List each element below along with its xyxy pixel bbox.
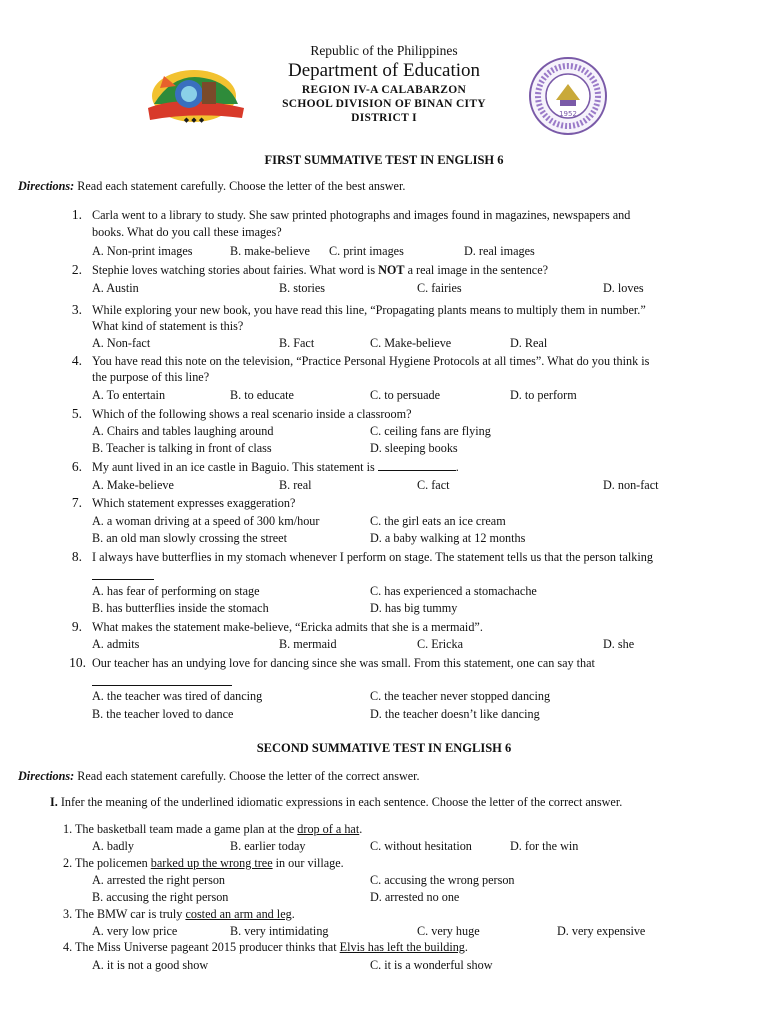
q9-number: 9. [71, 619, 82, 634]
q2-number: 2. [71, 262, 82, 277]
q4-text-line2: the purpose of this line? [92, 370, 210, 384]
t2-q1-idiom: drop of a hat [297, 822, 360, 836]
t2-q3-choice-d: D. very expensive [557, 924, 646, 938]
q2-text-bold: NOT [378, 263, 405, 277]
t2-q3-choice-b: B. very intimidating [230, 924, 329, 938]
test2-title: SECOND SUMMATIVE TEST IN ENGLISH 6 [256, 741, 512, 755]
q9-choice-c: C. Ericka [417, 637, 464, 651]
q2-text-post: a real image in the sentence? [404, 263, 549, 277]
q10-text: Our teacher has an undying love for dancing since she was small. From this statement, one can say that [92, 656, 595, 670]
q6-blank [378, 460, 456, 471]
q6-choice-c: C. fact [417, 478, 450, 492]
q4-choice-d: D. to perform [510, 388, 577, 402]
t2-q3-pre: 3. The BMW car is truly [63, 907, 186, 921]
header-district: DISTRICT I [351, 112, 417, 124]
header-department: Department of Education [287, 60, 481, 81]
q3-choice-a: A. Non-fact [92, 336, 151, 350]
q9-choice-d: D. she [603, 637, 635, 651]
q2-choice-c: C. fairies [417, 281, 462, 295]
t2-q1-choice-d: D. for the win [510, 839, 579, 853]
q8-choice-d: D. has big tummy [370, 601, 458, 615]
q9-choice-a: A. admits [92, 637, 140, 651]
q5-number: 5. [71, 406, 82, 421]
q9-text: What makes the statement make-believe, “Ericka admits that she is a mermaid”. [92, 620, 483, 634]
svg-text:◆ ◆ ◆: ◆ ◆ ◆ [183, 116, 205, 124]
q5-choice-d: D. sleeping books [370, 441, 458, 455]
t2-q1-post: . [359, 822, 363, 836]
q5-choice-b: B. Teacher is talking in front of class [92, 441, 272, 455]
q1-choice-d: D. real images [464, 244, 535, 258]
q6-number: 6. [71, 459, 82, 474]
q5-choice-a: A. Chairs and tables laughing around [92, 424, 274, 438]
test1-directions [18, 179, 405, 194]
header-region: REGION IV-A CALABARZON [301, 84, 467, 96]
q1-choice-b: B. make-believe [230, 244, 310, 258]
seal-year: 1952 [559, 110, 577, 118]
directions-text: Read each statement carefully. Choose the letter of the best answer. [74, 179, 406, 193]
q3-choice-b: B. Fact [279, 336, 315, 350]
q8-choice-c: C. has experienced a stomachache [370, 584, 537, 598]
part-one-text: Infer the meaning of the underlined idiomatic expressions in each sentence. Choose the letter of the correct answer. [57, 795, 623, 809]
q10-choice-c: C. the teacher never stopped dancing [370, 689, 551, 703]
q4-choice-b: B. to educate [230, 388, 294, 402]
t2-q1-text [63, 822, 362, 837]
t2-q4-choice-c: C. it is a wonderful show [370, 958, 493, 972]
t2-q1-choice-a: A. badly [92, 839, 134, 853]
part-one-label: I. [50, 795, 58, 809]
t2-q2-idiom: barked up the wrong tree [150, 856, 273, 870]
q7-choice-c: C. the girl eats an ice cream [370, 514, 506, 528]
q9-choice-b: B. mermaid [279, 637, 337, 651]
q3-text-line2: What kind of statement is this? [92, 319, 244, 333]
directions-text-2: Read each statement carefully. Choose the letter of the correct answer. [74, 769, 420, 783]
q10-number: 10. [69, 655, 86, 670]
q8-blank [92, 569, 154, 580]
q3-choice-d: D. Real [510, 336, 548, 350]
part-one-instructions [50, 795, 622, 810]
t2-q3-text [63, 907, 295, 922]
q6-text-main: My aunt lived in an ice castle in Baguio. This statement is [92, 460, 375, 474]
q10-choice-a: A. the teacher was tired of dancing [92, 689, 263, 703]
t2-q2-choice-b: B. accusing the right person [92, 890, 229, 904]
t2-q1-choice-b: B. earlier today [230, 839, 306, 853]
t2-q2-text [63, 856, 344, 871]
t2-q4-pre: 4. The Miss Universe pageant 2015 producer thinks that [63, 940, 340, 954]
t2-q2-choice-d: D. arrested no one [370, 890, 460, 904]
q1-choice-c: C. print images [329, 244, 404, 258]
q5-choice-c: C. ceiling fans are flying [370, 424, 491, 438]
q8-choice-a: A. has fear of performing on stage [92, 584, 260, 598]
q8-number: 8. [71, 549, 82, 564]
q4-text-line1: You have read this note on the television, “Practice Personal Hygiene Protocols at all times”. What do you think is [92, 354, 650, 368]
t2-q2-choice-a: A. arrested the right person [92, 873, 226, 887]
q2-choice-a: A. Austin [92, 281, 139, 295]
q1-choice-a: A. Non-print images [92, 244, 193, 258]
header-division: SCHOOL DIVISION OF BINAN CITY [282, 98, 486, 110]
q6-choice-a: A. Make-believe [92, 478, 174, 492]
t2-q3-post: . [291, 907, 295, 921]
q3-text-line1: While exploring your new book, you have read this line, “Propagating plants means to multiply them in number.” [92, 303, 646, 317]
q7-number: 7. [71, 495, 82, 510]
q7-text: Which statement expresses exaggeration? [92, 496, 296, 510]
t2-q4-choice-a: A. it is not a good show [92, 958, 209, 972]
test2-directions [18, 769, 420, 784]
test1-title: FIRST SUMMATIVE TEST IN ENGLISH 6 [264, 153, 504, 167]
t2-q3-idiom: costed an arm and leg [185, 907, 292, 921]
q1-text-line2: books. What do you call these images? [92, 225, 282, 239]
q4-choice-c: C. to persuade [370, 388, 441, 402]
q4-choice-a: A. To entertain [92, 388, 166, 402]
t2-q2-pre: 2. The policemen [63, 856, 151, 870]
q6-choice-b: B. real [279, 478, 312, 492]
t2-q1-choice-c: C. without hesitation [370, 839, 472, 853]
t2-q3-choice-a: A. very low price [92, 924, 178, 938]
t2-q4-idiom: Elvis has left the building [339, 940, 465, 954]
q1-number: 1. [71, 207, 82, 222]
directions-label: Directions: [18, 179, 75, 193]
t2-q3-choice-c: C. very huge [417, 924, 480, 938]
q4-number: 4. [71, 353, 82, 368]
q10-blank [92, 675, 232, 686]
q8-choice-b: B. has butterflies inside the stomach [92, 601, 269, 615]
q2-text [92, 263, 548, 278]
q5-text: Which of the following shows a real scenario inside a classroom? [92, 407, 412, 421]
q8-text: I always have butterflies in my stomach whenever I perform on stage. The statement tells us that the person talking [92, 550, 653, 564]
t2-q4-post: . [464, 940, 468, 954]
q10-choice-b: B. the teacher loved to dance [92, 707, 234, 721]
q1-text-line1: Carla went to a library to study. She saw printed photographs and images found in magazines, newspapers and [92, 208, 631, 222]
header-republic: Republic of the Philippines [310, 43, 458, 58]
q2-choice-b: B. stories [279, 281, 326, 295]
q7-choice-b: B. an old man slowly crossing the street [92, 531, 287, 545]
q6-choice-d: D. non-fact [603, 478, 659, 492]
t2-q2-choice-c: C. accusing the wrong person [370, 873, 515, 887]
q3-choice-c: C. Make-believe [370, 336, 452, 350]
q6-text: My aunt lived in an ice castle in Baguio. This statement is . [92, 460, 459, 474]
q10-choice-d: D. the teacher doesn’t like dancing [370, 707, 540, 721]
q2-choice-d: D. loves [603, 281, 644, 295]
directions-label-2: Directions: [18, 769, 75, 783]
t2-q4-text [63, 940, 468, 955]
q3-number: 3. [71, 302, 82, 317]
q7-choice-d: D. a baby walking at 12 months [370, 531, 526, 545]
q7-choice-a: A. a woman driving at a speed of 300 km/hour [92, 514, 320, 528]
t2-q1-pre: 1. The basketball team made a game plan at the [63, 822, 298, 836]
t2-q2-post: in our village. [272, 856, 344, 870]
q2-text-pre: Stephie loves watching stories about fairies. What word is [92, 263, 379, 277]
